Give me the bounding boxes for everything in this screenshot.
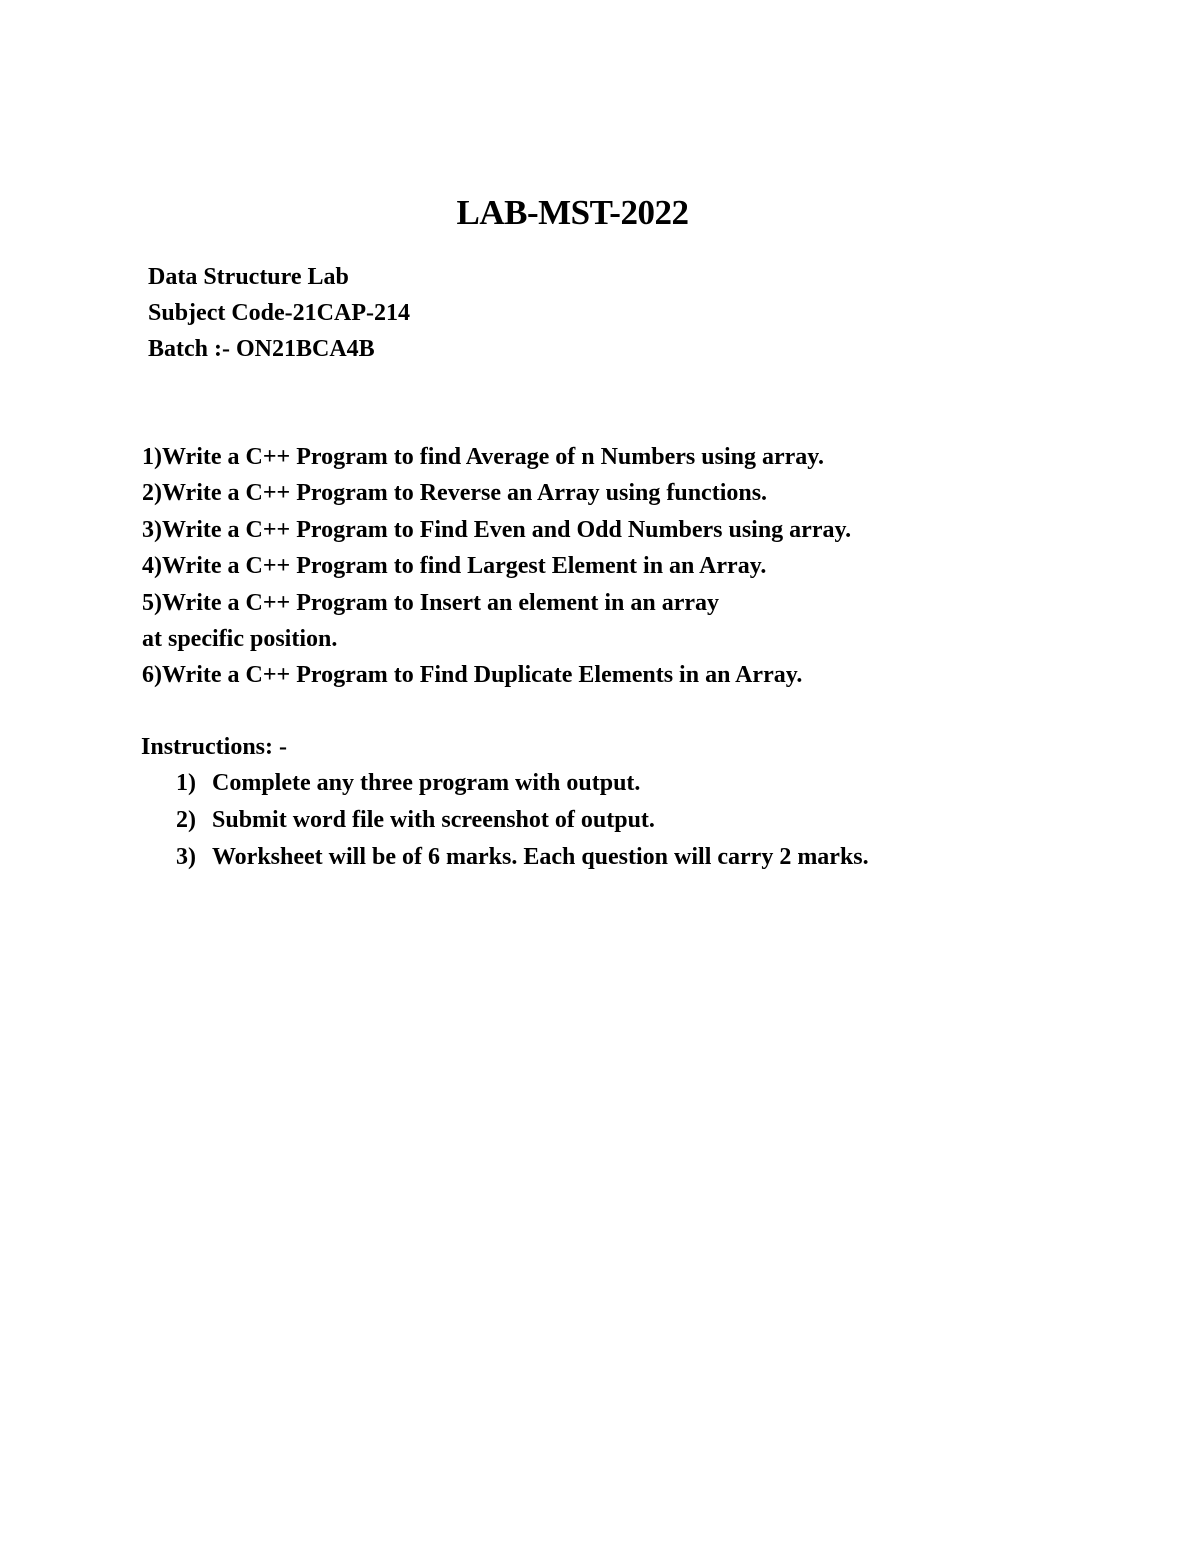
- question-list: [142, 439, 851, 694]
- question-5: 5)Write a C++ Program to Insert an element in an array: [142, 589, 720, 616]
- question-3: 3)Write a C++ Program to Find Even and Odd Numbers using array.: [142, 516, 852, 543]
- instruction-text: Complete any three program with output.: [212, 770, 641, 796]
- batch: Batch :- ON21BCA4B: [148, 336, 375, 362]
- instruction-item: [176, 802, 869, 839]
- instruction-number: 1): [176, 770, 196, 796]
- question-1: 1)Write a C++ Program to find Average of n Numbers using array.: [142, 444, 824, 470]
- instruction-number: 2): [176, 807, 196, 833]
- instruction-text: Submit word file with screenshot of output.: [212, 807, 655, 833]
- page-title: LAB-MST-2022: [456, 193, 689, 232]
- question-2: 2)Write a C++ Program to Reverse an Array using functions.: [142, 480, 768, 507]
- instruction-text: Worksheet will be of 6 marks. Each question will carry 2 marks.: [212, 844, 869, 870]
- lab-name: Data Structure Lab: [148, 264, 349, 290]
- subject-code: Subject Code-21CAP-214: [148, 300, 410, 326]
- instruction-item: [176, 765, 869, 802]
- instruction-number: 3): [176, 844, 196, 870]
- header-block: [148, 259, 410, 367]
- instructions-list: [176, 765, 869, 876]
- question-4: 4)Write a C++ Program to find Largest Element in an Array.: [142, 553, 767, 580]
- question-5-continued: at specific position.: [142, 626, 338, 653]
- instruction-item: [176, 839, 869, 876]
- instructions-title: Instructions: -: [141, 734, 288, 760]
- question-6: 6)Write a C++ Program to Find Duplicate Elements in an Array.: [142, 662, 803, 689]
